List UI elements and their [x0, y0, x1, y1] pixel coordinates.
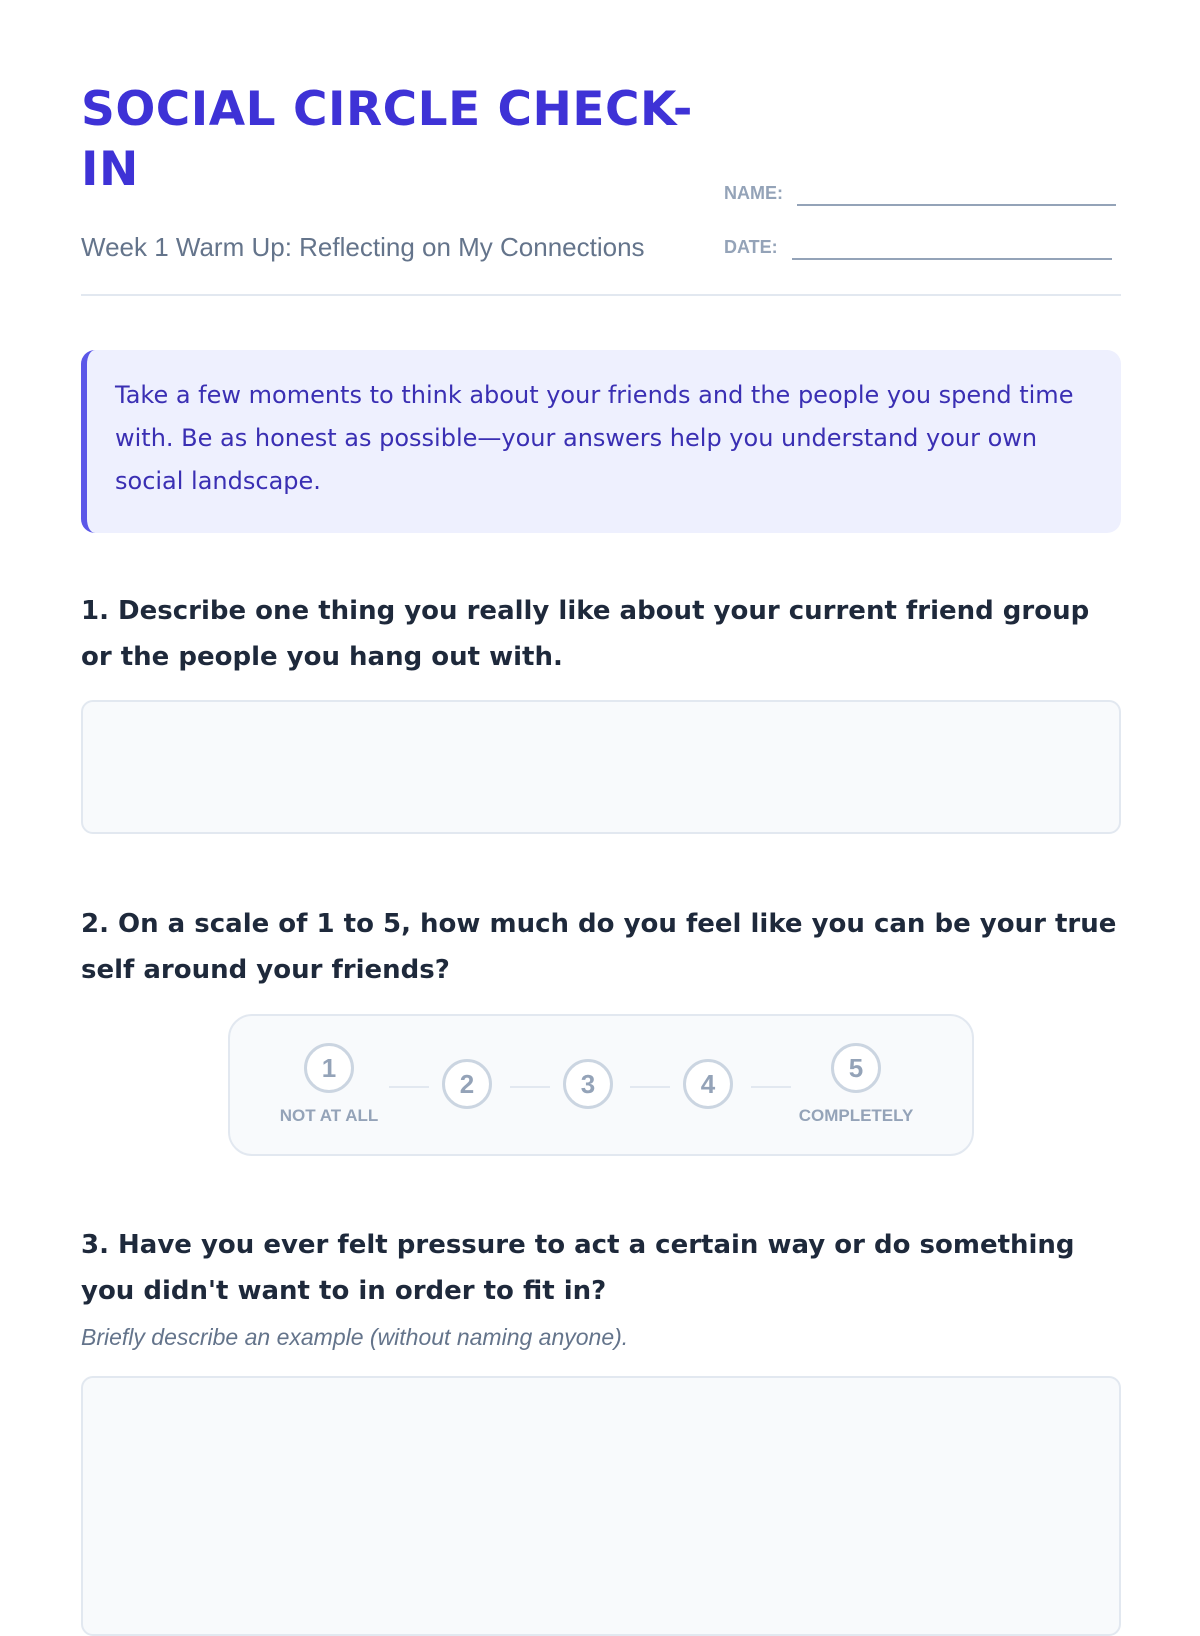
rating-option-2[interactable]: 2: [442, 1059, 492, 1109]
name-label: NAME:: [724, 183, 783, 203]
rating-option-3[interactable]: 3: [563, 1059, 613, 1109]
intro-text: Take a few moments to think about your friends and the people you spend time with. Be as honest as possible—your answers help you understand your own social landscape.: [115, 381, 1074, 495]
name-field-row: [724, 180, 1116, 206]
intro-callout: [81, 350, 1121, 533]
scale-connector: [751, 1086, 791, 1088]
question-3-answer-box[interactable]: [81, 1376, 1121, 1636]
question-1-answer-box[interactable]: [81, 700, 1121, 834]
question-1-text: 1. Describe one thing you really like about your current friend group or the people you hang out with.: [81, 596, 1090, 672]
rating-option-1[interactable]: 1: [304, 1043, 354, 1093]
worksheet-subtitle: Week 1 Warm Up: Reflecting on My Connections: [81, 232, 645, 262]
rating-option-4[interactable]: 4: [683, 1059, 733, 1109]
header-divider: [81, 294, 1121, 296]
question-3-hint: Briefly describe an example (without naming anyone).: [81, 1324, 629, 1350]
date-field-row: [724, 234, 1112, 260]
worksheet-title: SOCIAL CIRCLE CHECK-IN: [81, 82, 693, 197]
question-2-text: 2. On a scale of 1 to 5, how much do you feel like you can be your true self around your friends?: [81, 909, 1117, 985]
question-3-text: 3. Have you ever felt pressure to act a certain way or do something you didn't want to in order to fit in?: [81, 1230, 1075, 1306]
date-label: DATE:: [724, 237, 778, 257]
scale-high-label: COMPLETELY: [798, 1106, 914, 1125]
rating-option-5[interactable]: 5: [831, 1043, 881, 1093]
scale-connector: [389, 1086, 429, 1088]
rating-scale: [228, 1014, 974, 1156]
date-input-line[interactable]: [792, 234, 1112, 260]
name-input-line[interactable]: [797, 180, 1116, 206]
scale-low-label: NOT AT ALL: [279, 1106, 379, 1125]
scale-connector: [630, 1086, 670, 1088]
scale-connector: [510, 1086, 550, 1088]
